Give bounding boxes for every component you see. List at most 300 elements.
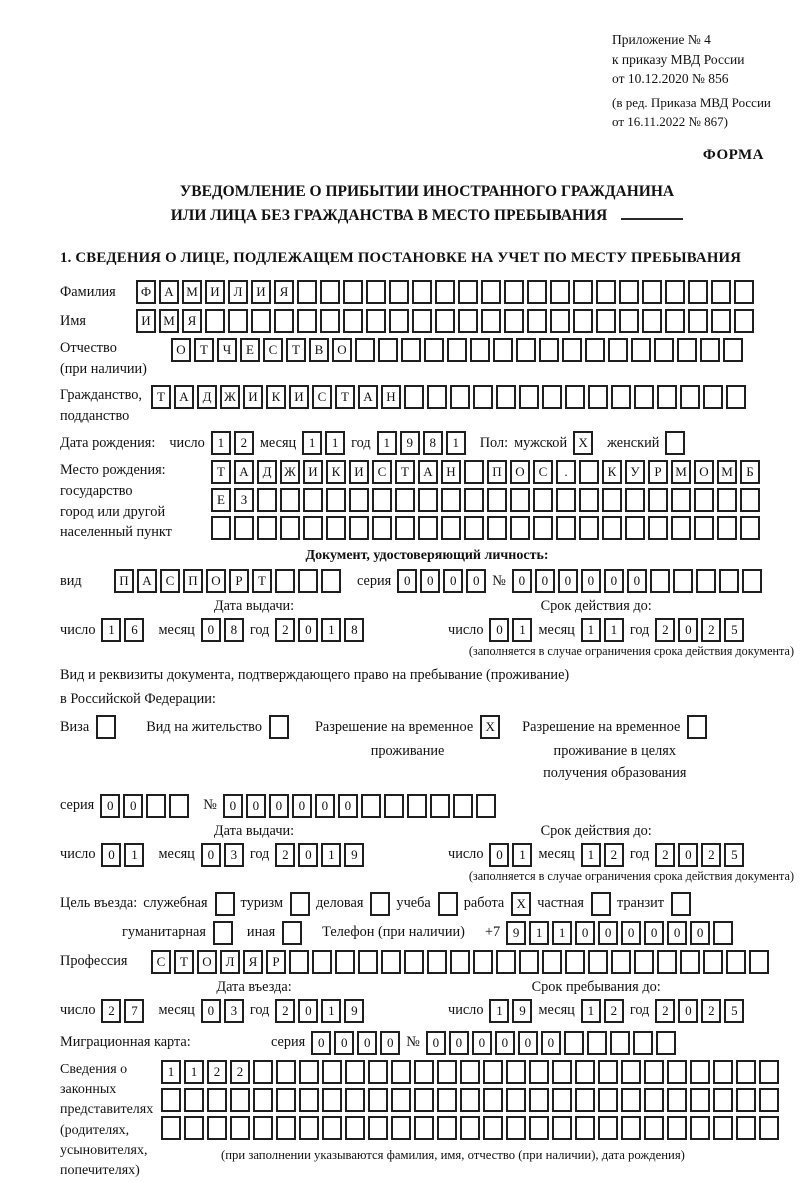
char-cell[interactable] — [596, 309, 616, 333]
char-cell[interactable] — [355, 338, 375, 362]
char-cell[interactable] — [654, 338, 674, 362]
char-cell[interactable] — [556, 488, 576, 512]
char-cell[interactable] — [441, 516, 461, 540]
char-cell[interactable]: И — [205, 280, 225, 304]
char-cell[interactable] — [688, 309, 708, 333]
char-cell[interactable] — [414, 1088, 434, 1112]
char-cell[interactable] — [642, 309, 662, 333]
char-cell[interactable]: 9 — [400, 431, 420, 455]
char-cell[interactable]: 0 — [667, 921, 687, 945]
char-cell[interactable] — [299, 1116, 319, 1140]
char-cell[interactable] — [343, 309, 363, 333]
char-cell[interactable]: 0 — [201, 618, 221, 642]
char-cell[interactable]: 0 — [621, 921, 641, 945]
char-cell[interactable]: 8 — [423, 431, 443, 455]
char-cell[interactable]: Т — [395, 460, 415, 484]
char-cell[interactable] — [736, 1116, 756, 1140]
char-cell[interactable] — [736, 1088, 756, 1112]
char-cell[interactable]: 9 — [344, 999, 364, 1023]
gender-female-checkbox[interactable] — [665, 431, 685, 455]
char-cell[interactable]: 0 — [223, 794, 243, 818]
char-cell[interactable] — [759, 1060, 779, 1084]
char-cell[interactable]: 0 — [201, 999, 221, 1023]
char-cell[interactable]: 0 — [495, 1031, 515, 1055]
char-cell[interactable] — [435, 309, 455, 333]
char-cell[interactable]: И — [136, 309, 156, 333]
char-cell[interactable] — [734, 280, 754, 304]
char-cell[interactable] — [700, 338, 720, 362]
char-cell[interactable] — [414, 1060, 434, 1084]
char-cell[interactable]: 1 — [512, 618, 532, 642]
char-cell[interactable]: А — [159, 280, 179, 304]
char-cell[interactable] — [713, 1116, 733, 1140]
purpose-study-checkbox[interactable] — [438, 892, 458, 916]
char-cell[interactable]: 2 — [655, 999, 675, 1023]
char-cell[interactable] — [711, 309, 731, 333]
char-cell[interactable]: Н — [441, 460, 461, 484]
char-cell[interactable] — [146, 794, 166, 818]
char-cell[interactable]: А — [174, 385, 194, 409]
char-cell[interactable] — [740, 516, 760, 540]
char-cell[interactable] — [657, 385, 677, 409]
char-cell[interactable] — [506, 1060, 526, 1084]
char-cell[interactable] — [625, 516, 645, 540]
char-cell[interactable] — [575, 1088, 595, 1112]
char-cell[interactable] — [257, 488, 277, 512]
char-cell[interactable]: 0 — [201, 843, 221, 867]
char-cell[interactable] — [648, 516, 668, 540]
char-cell[interactable]: 0 — [512, 569, 532, 593]
char-cell[interactable]: 0 — [100, 794, 120, 818]
char-cell[interactable] — [579, 488, 599, 512]
char-cell[interactable]: 0 — [581, 569, 601, 593]
char-cell[interactable] — [504, 280, 524, 304]
char-cell[interactable] — [368, 1116, 388, 1140]
purpose-transit-checkbox[interactable] — [671, 892, 691, 916]
char-cell[interactable] — [322, 1060, 342, 1084]
char-cell[interactable]: К — [266, 385, 286, 409]
char-cell[interactable]: 2 — [701, 618, 721, 642]
char-cell[interactable] — [303, 516, 323, 540]
char-cell[interactable] — [230, 1116, 250, 1140]
char-cell[interactable]: К — [326, 460, 346, 484]
char-cell[interactable]: 2 — [655, 618, 675, 642]
char-cell[interactable] — [297, 309, 317, 333]
char-cell[interactable] — [644, 1060, 664, 1084]
char-cell[interactable] — [345, 1060, 365, 1084]
char-cell[interactable] — [460, 1088, 480, 1112]
char-cell[interactable]: 1 — [321, 843, 341, 867]
char-cell[interactable] — [634, 385, 654, 409]
char-cell[interactable] — [529, 1116, 549, 1140]
char-cell[interactable]: С — [263, 338, 283, 362]
char-cell[interactable]: 0 — [246, 794, 266, 818]
char-cell[interactable]: 0 — [489, 618, 509, 642]
char-cell[interactable]: 0 — [315, 794, 335, 818]
char-cell[interactable] — [447, 338, 467, 362]
char-cell[interactable] — [473, 385, 493, 409]
char-cell[interactable]: 0 — [101, 843, 121, 867]
char-cell[interactable] — [688, 280, 708, 304]
char-cell[interactable]: 1 — [321, 999, 341, 1023]
char-cell[interactable] — [749, 950, 769, 974]
char-cell[interactable] — [404, 950, 424, 974]
char-cell[interactable] — [539, 338, 559, 362]
char-cell[interactable]: 2 — [275, 999, 295, 1023]
char-cell[interactable]: О — [510, 460, 530, 484]
char-cell[interactable] — [299, 1088, 319, 1112]
char-cell[interactable]: 0 — [678, 843, 698, 867]
char-cell[interactable] — [211, 516, 231, 540]
char-cell[interactable] — [418, 488, 438, 512]
char-cell[interactable]: 1 — [101, 618, 121, 642]
char-cell[interactable] — [519, 950, 539, 974]
char-cell[interactable]: 1 — [552, 921, 572, 945]
char-cell[interactable] — [610, 1031, 630, 1055]
char-cell[interactable] — [473, 950, 493, 974]
char-cell[interactable]: Л — [228, 280, 248, 304]
char-cell[interactable]: Д — [197, 385, 217, 409]
char-cell[interactable]: Т — [211, 460, 231, 484]
char-cell[interactable]: 1 — [529, 921, 549, 945]
char-cell[interactable]: 1 — [302, 431, 322, 455]
char-cell[interactable] — [487, 516, 507, 540]
char-cell[interactable] — [450, 385, 470, 409]
purpose-private-checkbox[interactable] — [591, 892, 611, 916]
char-cell[interactable]: Т — [194, 338, 214, 362]
purpose-tourism-checkbox[interactable] — [290, 892, 310, 916]
char-cell[interactable] — [598, 1060, 618, 1084]
char-cell[interactable] — [642, 280, 662, 304]
char-cell[interactable] — [696, 569, 716, 593]
char-cell[interactable] — [458, 309, 478, 333]
char-cell[interactable] — [289, 950, 309, 974]
char-cell[interactable] — [527, 280, 547, 304]
char-cell[interactable] — [481, 280, 501, 304]
char-cell[interactable] — [631, 338, 651, 362]
char-cell[interactable] — [407, 794, 427, 818]
char-cell[interactable]: 0 — [380, 1031, 400, 1055]
char-cell[interactable] — [734, 309, 754, 333]
char-cell[interactable]: И — [349, 460, 369, 484]
char-cell[interactable] — [657, 950, 677, 974]
char-cell[interactable]: 1 — [581, 843, 601, 867]
char-cell[interactable] — [506, 1088, 526, 1112]
char-cell[interactable]: Р — [266, 950, 286, 974]
char-cell[interactable] — [161, 1116, 181, 1140]
gender-male-checkbox[interactable]: X — [573, 431, 593, 455]
purpose-work-checkbox[interactable]: X — [511, 892, 531, 916]
char-cell[interactable]: 0 — [558, 569, 578, 593]
char-cell[interactable] — [253, 1088, 273, 1112]
char-cell[interactable] — [690, 1060, 710, 1084]
char-cell[interactable]: 1 — [581, 999, 601, 1023]
char-cell[interactable] — [372, 488, 392, 512]
char-cell[interactable]: П — [487, 460, 507, 484]
char-cell[interactable] — [579, 516, 599, 540]
char-cell[interactable] — [322, 1116, 342, 1140]
purpose-business-checkbox[interactable] — [370, 892, 390, 916]
char-cell[interactable]: 6 — [124, 618, 144, 642]
char-cell[interactable] — [207, 1116, 227, 1140]
char-cell[interactable] — [437, 1088, 457, 1112]
residence-permit-checkbox[interactable] — [269, 715, 289, 739]
char-cell[interactable]: 1 — [446, 431, 466, 455]
char-cell[interactable] — [349, 488, 369, 512]
char-cell[interactable]: 0 — [298, 618, 318, 642]
char-cell[interactable] — [460, 1116, 480, 1140]
char-cell[interactable]: 0 — [397, 569, 417, 593]
char-cell[interactable] — [496, 950, 516, 974]
char-cell[interactable] — [552, 1088, 572, 1112]
char-cell[interactable]: 0 — [357, 1031, 377, 1055]
char-cell[interactable] — [427, 950, 447, 974]
char-cell[interactable]: 5 — [724, 999, 744, 1023]
char-cell[interactable] — [207, 1088, 227, 1112]
char-cell[interactable]: О — [171, 338, 191, 362]
char-cell[interactable]: 0 — [426, 1031, 446, 1055]
char-cell[interactable]: 0 — [535, 569, 555, 593]
char-cell[interactable] — [717, 516, 737, 540]
char-cell[interactable]: Н — [381, 385, 401, 409]
char-cell[interactable] — [667, 1116, 687, 1140]
char-cell[interactable]: И — [303, 460, 323, 484]
char-cell[interactable]: 2 — [701, 999, 721, 1023]
char-cell[interactable]: 9 — [512, 999, 532, 1023]
char-cell[interactable]: М — [671, 460, 691, 484]
char-cell[interactable] — [575, 1116, 595, 1140]
visa-checkbox[interactable] — [96, 715, 116, 739]
char-cell[interactable] — [395, 488, 415, 512]
char-cell[interactable] — [506, 1116, 526, 1140]
char-cell[interactable] — [550, 309, 570, 333]
purpose-other-checkbox[interactable] — [282, 921, 302, 945]
char-cell[interactable] — [650, 569, 670, 593]
char-cell[interactable] — [483, 1088, 503, 1112]
char-cell[interactable] — [280, 488, 300, 512]
char-cell[interactable] — [726, 950, 746, 974]
char-cell[interactable] — [253, 1060, 273, 1084]
temporary-residence-checkbox[interactable]: X — [480, 715, 500, 739]
char-cell[interactable] — [665, 309, 685, 333]
char-cell[interactable] — [759, 1088, 779, 1112]
char-cell[interactable]: 5 — [724, 843, 744, 867]
char-cell[interactable] — [368, 1088, 388, 1112]
char-cell[interactable] — [602, 488, 622, 512]
char-cell[interactable] — [644, 1116, 664, 1140]
char-cell[interactable]: . — [556, 460, 576, 484]
char-cell[interactable]: 0 — [420, 569, 440, 593]
char-cell[interactable] — [412, 309, 432, 333]
char-cell[interactable] — [740, 488, 760, 512]
purpose-humanitarian-checkbox[interactable] — [213, 921, 233, 945]
char-cell[interactable] — [476, 794, 496, 818]
char-cell[interactable] — [717, 488, 737, 512]
char-cell[interactable]: 8 — [224, 618, 244, 642]
char-cell[interactable] — [588, 385, 608, 409]
char-cell[interactable]: 0 — [311, 1031, 331, 1055]
char-cell[interactable]: 0 — [472, 1031, 492, 1055]
char-cell[interactable]: О — [694, 460, 714, 484]
char-cell[interactable]: 8 — [344, 618, 364, 642]
char-cell[interactable] — [625, 488, 645, 512]
char-cell[interactable]: Ж — [220, 385, 240, 409]
char-cell[interactable]: 3 — [224, 843, 244, 867]
char-cell[interactable] — [648, 488, 668, 512]
char-cell[interactable] — [437, 1116, 457, 1140]
char-cell[interactable]: 7 — [124, 999, 144, 1023]
char-cell[interactable]: С — [372, 460, 392, 484]
char-cell[interactable] — [680, 385, 700, 409]
char-cell[interactable]: 0 — [269, 794, 289, 818]
char-cell[interactable] — [552, 1060, 572, 1084]
char-cell[interactable]: Ч — [217, 338, 237, 362]
char-cell[interactable]: 1 — [377, 431, 397, 455]
char-cell[interactable] — [483, 1060, 503, 1084]
char-cell[interactable]: П — [183, 569, 203, 593]
char-cell[interactable] — [299, 1060, 319, 1084]
char-cell[interactable]: Ж — [280, 460, 300, 484]
char-cell[interactable]: Т — [174, 950, 194, 974]
char-cell[interactable] — [487, 488, 507, 512]
char-cell[interactable]: 1 — [124, 843, 144, 867]
char-cell[interactable] — [565, 950, 585, 974]
char-cell[interactable] — [361, 794, 381, 818]
char-cell[interactable] — [458, 280, 478, 304]
char-cell[interactable] — [529, 1060, 549, 1084]
char-cell[interactable] — [573, 280, 593, 304]
char-cell[interactable] — [556, 516, 576, 540]
char-cell[interactable] — [703, 950, 723, 974]
char-cell[interactable]: 0 — [489, 843, 509, 867]
char-cell[interactable] — [276, 1060, 296, 1084]
char-cell[interactable] — [280, 516, 300, 540]
char-cell[interactable] — [596, 280, 616, 304]
char-cell[interactable] — [368, 1060, 388, 1084]
char-cell[interactable]: 9 — [506, 921, 526, 945]
char-cell[interactable]: 2 — [655, 843, 675, 867]
char-cell[interactable]: 1 — [161, 1060, 181, 1084]
char-cell[interactable] — [298, 569, 318, 593]
char-cell[interactable]: 1 — [184, 1060, 204, 1084]
char-cell[interactable] — [276, 1116, 296, 1140]
char-cell[interactable] — [414, 1116, 434, 1140]
char-cell[interactable]: 2 — [604, 999, 624, 1023]
char-cell[interactable]: 0 — [123, 794, 143, 818]
char-cell[interactable] — [542, 950, 562, 974]
char-cell[interactable] — [564, 1031, 584, 1055]
char-cell[interactable]: 1 — [321, 618, 341, 642]
char-cell[interactable]: 0 — [298, 843, 318, 867]
char-cell[interactable]: Д — [257, 460, 277, 484]
char-cell[interactable]: 5 — [724, 618, 744, 642]
char-cell[interactable]: 0 — [604, 569, 624, 593]
char-cell[interactable]: Р — [229, 569, 249, 593]
char-cell[interactable] — [169, 794, 189, 818]
char-cell[interactable]: 0 — [334, 1031, 354, 1055]
char-cell[interactable] — [713, 1060, 733, 1084]
char-cell[interactable] — [228, 309, 248, 333]
char-cell[interactable] — [673, 569, 693, 593]
char-cell[interactable] — [621, 1060, 641, 1084]
char-cell[interactable] — [671, 516, 691, 540]
char-cell[interactable] — [694, 488, 714, 512]
char-cell[interactable]: Р — [648, 460, 668, 484]
char-cell[interactable] — [437, 1060, 457, 1084]
char-cell[interactable]: 0 — [644, 921, 664, 945]
char-cell[interactable]: 2 — [230, 1060, 250, 1084]
char-cell[interactable] — [453, 794, 473, 818]
char-cell[interactable]: А — [137, 569, 157, 593]
char-cell[interactable] — [297, 280, 317, 304]
char-cell[interactable] — [550, 280, 570, 304]
char-cell[interactable] — [464, 488, 484, 512]
char-cell[interactable] — [703, 385, 723, 409]
char-cell[interactable]: 1 — [581, 618, 601, 642]
char-cell[interactable] — [493, 338, 513, 362]
char-cell[interactable] — [184, 1088, 204, 1112]
char-cell[interactable] — [391, 1060, 411, 1084]
char-cell[interactable] — [634, 950, 654, 974]
char-cell[interactable] — [519, 385, 539, 409]
char-cell[interactable]: С — [160, 569, 180, 593]
char-cell[interactable]: 2 — [275, 843, 295, 867]
char-cell[interactable]: 0 — [292, 794, 312, 818]
char-cell[interactable] — [573, 309, 593, 333]
char-cell[interactable] — [575, 1060, 595, 1084]
char-cell[interactable]: И — [243, 385, 263, 409]
char-cell[interactable] — [389, 309, 409, 333]
char-cell[interactable] — [460, 1060, 480, 1084]
char-cell[interactable] — [598, 1116, 618, 1140]
char-cell[interactable] — [527, 309, 547, 333]
char-cell[interactable] — [335, 950, 355, 974]
char-cell[interactable] — [389, 280, 409, 304]
char-cell[interactable] — [680, 950, 700, 974]
char-cell[interactable]: З — [234, 488, 254, 512]
char-cell[interactable] — [510, 516, 530, 540]
char-cell[interactable] — [430, 794, 450, 818]
char-cell[interactable] — [320, 309, 340, 333]
char-cell[interactable]: 2 — [701, 843, 721, 867]
char-cell[interactable]: Я — [182, 309, 202, 333]
char-cell[interactable] — [656, 1031, 676, 1055]
char-cell[interactable] — [322, 1088, 342, 1112]
char-cell[interactable] — [384, 794, 404, 818]
char-cell[interactable] — [464, 516, 484, 540]
char-cell[interactable]: Е — [240, 338, 260, 362]
char-cell[interactable]: 2 — [604, 843, 624, 867]
char-cell[interactable] — [621, 1088, 641, 1112]
char-cell[interactable] — [326, 488, 346, 512]
temporary-residence-education-checkbox[interactable] — [687, 715, 707, 739]
char-cell[interactable]: 1 — [211, 431, 231, 455]
char-cell[interactable] — [713, 1088, 733, 1112]
char-cell[interactable] — [450, 950, 470, 974]
char-cell[interactable] — [321, 569, 341, 593]
char-cell[interactable] — [671, 488, 691, 512]
char-cell[interactable] — [588, 950, 608, 974]
char-cell[interactable] — [633, 1031, 653, 1055]
char-cell[interactable]: 0 — [690, 921, 710, 945]
purpose-official-checkbox[interactable] — [215, 892, 235, 916]
char-cell[interactable] — [391, 1116, 411, 1140]
char-cell[interactable] — [483, 1116, 503, 1140]
char-cell[interactable] — [759, 1116, 779, 1140]
char-cell[interactable] — [343, 280, 363, 304]
char-cell[interactable] — [694, 516, 714, 540]
char-cell[interactable] — [366, 309, 386, 333]
